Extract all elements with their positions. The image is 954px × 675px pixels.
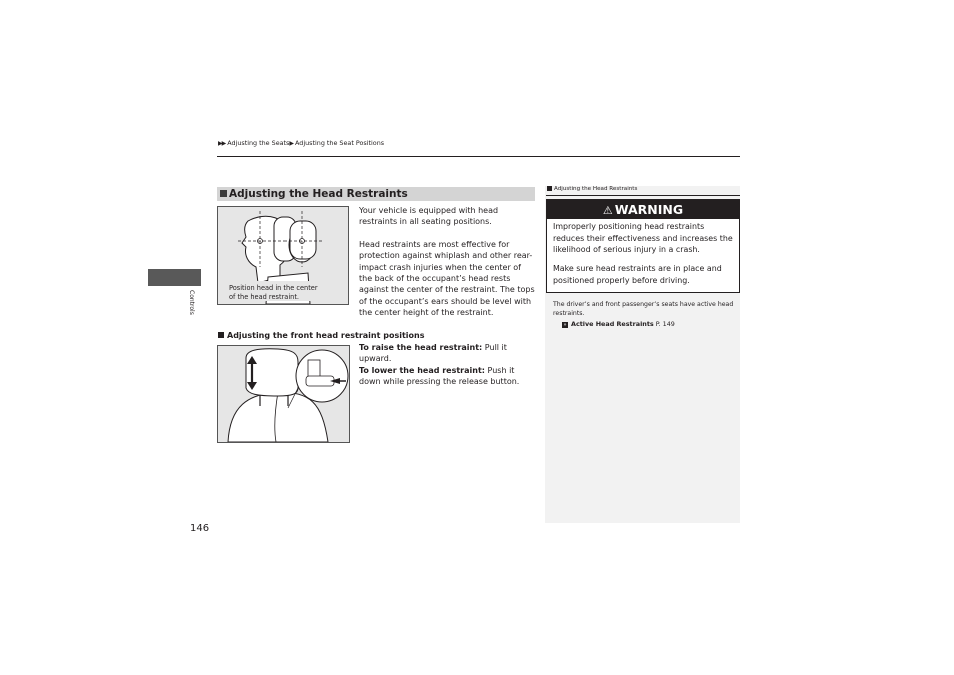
intro-paragraph-1: Your vehicle is equipped with head restraints in all seating positions. [359,206,499,227]
breadcrumb-item-seat-positions[interactable]: Adjusting the Seat Positions [295,139,385,147]
lower-text: Push it down while pressing the release button. [359,365,520,387]
header-rule [217,156,740,157]
cross-reference-link[interactable] [562,320,675,328]
breadcrumb-item-seats[interactable]: Adjusting the Seats [227,139,290,147]
warning-triangle-icon: ⚠ [602,204,613,217]
caption-line-1: Position head in the center [229,284,318,292]
chapter-tab [148,269,201,286]
caption-line-2: of the head restraint. [229,292,300,301]
section-marker-icon [220,190,227,197]
adjust-instructions [359,342,537,388]
reference-label[interactable]: Active Head Restraints [571,320,654,328]
note-rule [546,195,740,196]
breadcrumb-separator: ▶ [289,140,294,147]
headrest-drawing [218,346,349,442]
subsection-title: Adjusting the front head restraint positions [227,331,425,340]
page-number: 146 [190,523,210,534]
subsection-heading [218,331,424,340]
note-heading [547,186,637,192]
reference-page: P. 149 [653,320,675,328]
warning-title: WARNING [614,202,684,217]
intro-text [359,205,535,319]
chapter-label: Controls [188,290,195,315]
breadcrumb-arrows: ▶▶ [218,140,226,147]
headrest-adjust-illustration [217,345,350,443]
subsection-marker-icon [218,332,224,338]
active-restraint-note: The driver’s and front passenger’s seats have active head restraints. [553,301,734,318]
warning-box [546,199,740,293]
raise-label: To raise the head restraint: [359,343,483,352]
breadcrumb [218,139,384,147]
section-title: Adjusting the Head Restraints [229,188,408,200]
reference-arrow-icon: » [563,322,567,328]
warning-paragraph-1: Improperly positioning head restraints reduces their effectiveness and increases the likelihood of serious injury in a crash. [553,222,733,255]
note-marker-icon [547,186,552,191]
section-heading [217,187,535,201]
warning-title-bar [547,200,739,219]
warning-paragraph-2: Make sure head restraints are in place and positioned properly before driving. [553,264,722,285]
lower-label: To lower the head restraint: [359,365,485,375]
raise-text: Pull it upward. [359,343,507,364]
note-heading-text: Adjusting the Head Restraints [554,186,638,192]
intro-paragraph-2: Head restraints are most effective for protection against whiplash and other rear-impact crash injuries when the center of the back of the occupant’s head rests against the center of the restraint. The tops of the occupant’s ears should be level with the center height of the restraint. [359,239,535,318]
head-position-caption [229,284,344,301]
